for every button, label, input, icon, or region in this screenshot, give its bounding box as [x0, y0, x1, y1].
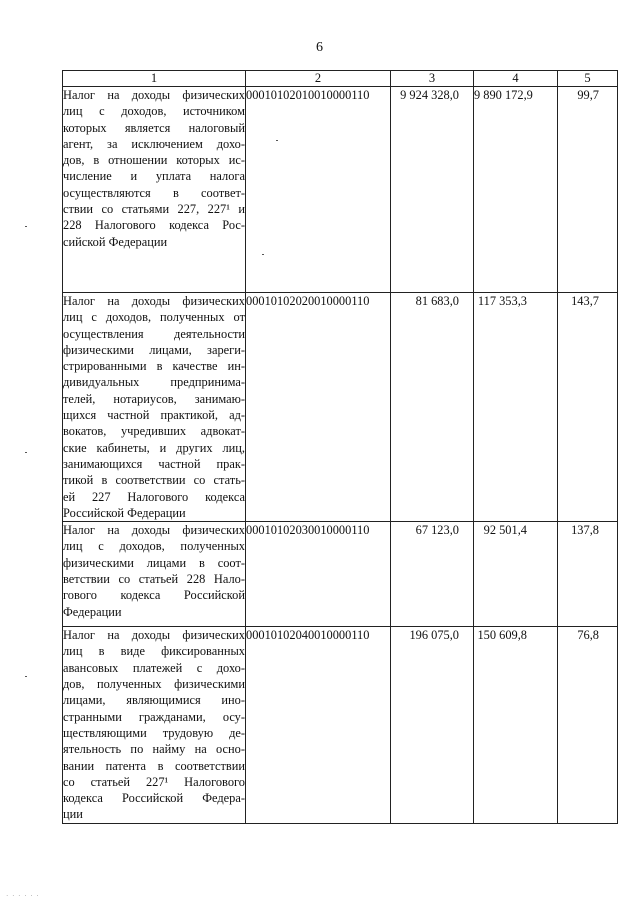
name-line: сийской Федерации: [63, 234, 168, 249]
name-line: щихся частной практикой, ад-: [63, 408, 245, 423]
name-line: физическими лицами, зареги-: [63, 342, 245, 357]
column-header: 1: [63, 71, 246, 87]
name-line: вании патента в соответствии: [63, 758, 245, 773]
plan-value-cell: 67 123,0: [391, 522, 474, 627]
name-line: ствии со статьями 227, 227¹ и: [63, 202, 245, 217]
name-line: авансовых платежей с дохо-: [63, 660, 245, 675]
scan-speck: [25, 676, 27, 677]
name-line: со статьей 227¹ Налогового: [63, 774, 245, 789]
column-header: 4: [474, 71, 558, 87]
actual-value-cell: 92 501,4: [474, 522, 558, 627]
actual-value-cell: 9 890 172,9: [474, 87, 558, 293]
name-line: физическими лицами в соот-: [63, 555, 245, 570]
table-row: [63, 293, 618, 522]
name-line: ятельность по найму на осно-: [63, 742, 245, 757]
scan-artifact: · · · · · ·: [6, 892, 40, 900]
name-line: странными гражданами, осу-: [63, 709, 245, 724]
name-line: Налог на доходы физических: [63, 88, 245, 102]
table-row: [63, 627, 618, 824]
name-line: вокатов, учредивших адвокат-: [63, 424, 245, 439]
name-line: гового кодекса Российской: [63, 588, 245, 603]
revenue-name-cell: [63, 522, 246, 627]
name-line: лиц с доходов, полученных: [63, 539, 245, 554]
name-line: ществляющими трудовую де-: [63, 725, 245, 740]
page-number: 6: [316, 40, 323, 55]
column-header: 3: [391, 71, 474, 87]
name-line: которых является налоговый: [63, 120, 245, 135]
name-line: Российской Федерации: [63, 505, 186, 520]
percent-cell: 137,8: [558, 522, 618, 627]
name-line: кодекса Российской Федера-: [63, 791, 245, 806]
revenue-table: [62, 70, 618, 824]
name-line: дивидуальных предпринима-: [63, 375, 245, 390]
budget-code-cell: 00010102030010000110: [246, 522, 391, 627]
budget-code-cell: 00010102010010000110: [246, 87, 391, 293]
name-line: дов, в отношении которых ис-: [63, 153, 245, 168]
name-line: занимающихся частной прак-: [63, 456, 245, 471]
name-line: ей 227 Налогового кодекса: [63, 489, 245, 504]
percent-cell: 76,8: [558, 627, 618, 824]
name-line: осуществления деятельности: [63, 326, 245, 341]
name-line: осуществляются в соответ-: [63, 185, 245, 200]
table-row: [63, 522, 618, 627]
name-line: стрированными в качестве ин-: [63, 359, 245, 374]
column-header: 2: [246, 71, 391, 87]
revenue-name-cell: [63, 627, 246, 824]
name-line: ции: [63, 807, 83, 822]
name-line: лиц с доходов, полученных от: [63, 310, 245, 325]
table-row: [63, 87, 618, 293]
percent-cell: 143,7: [558, 293, 618, 522]
name-line: агент, за исключением дохо-: [63, 136, 245, 151]
revenue-name-cell: [63, 87, 246, 293]
name-line: ские кабинеты, и других лиц,: [63, 440, 245, 455]
scan-speck: [276, 140, 278, 141]
budget-code-cell: 00010102020010000110: [246, 293, 391, 522]
name-line: Налог на доходы физических: [63, 294, 245, 308]
name-line: тикой в соответствии со стать-: [63, 473, 245, 488]
scan-speck: [25, 452, 27, 453]
name-line: Федерации: [63, 604, 122, 619]
percent-cell: 99,7: [558, 87, 618, 293]
name-line: Налог на доходы физических: [63, 523, 245, 538]
scan-speck: [262, 254, 264, 255]
plan-value-cell: 9 924 328,0: [391, 87, 474, 293]
actual-value-cell: 150 609,8: [474, 627, 558, 824]
revenue-name-cell: [63, 293, 246, 522]
name-line: ветствии со статьей 228 Нало-: [63, 572, 245, 587]
scan-speck: [25, 226, 27, 227]
plan-value-cell: 81 683,0: [391, 293, 474, 522]
column-header: 5: [558, 71, 618, 87]
name-line: лицами, являющимися ино-: [63, 693, 245, 708]
name-line: числение и уплата налога: [63, 169, 245, 184]
budget-code-cell: 00010102040010000110: [246, 627, 391, 824]
table-header-row: [63, 71, 618, 87]
name-line: 228 Налогового кодекса Рос-: [63, 218, 245, 233]
plan-value-cell: 196 075,0: [391, 627, 474, 824]
name-line: Налог на доходы физических: [63, 628, 245, 643]
actual-value-cell: 117 353,3: [474, 293, 558, 522]
name-line: дов, полученных физическими: [63, 677, 245, 692]
name-line: лиц с доходов, источником: [63, 104, 245, 119]
name-line: лиц в виде фиксированных: [63, 644, 245, 659]
name-line: телей, нотариусов, занимаю-: [63, 391, 245, 406]
